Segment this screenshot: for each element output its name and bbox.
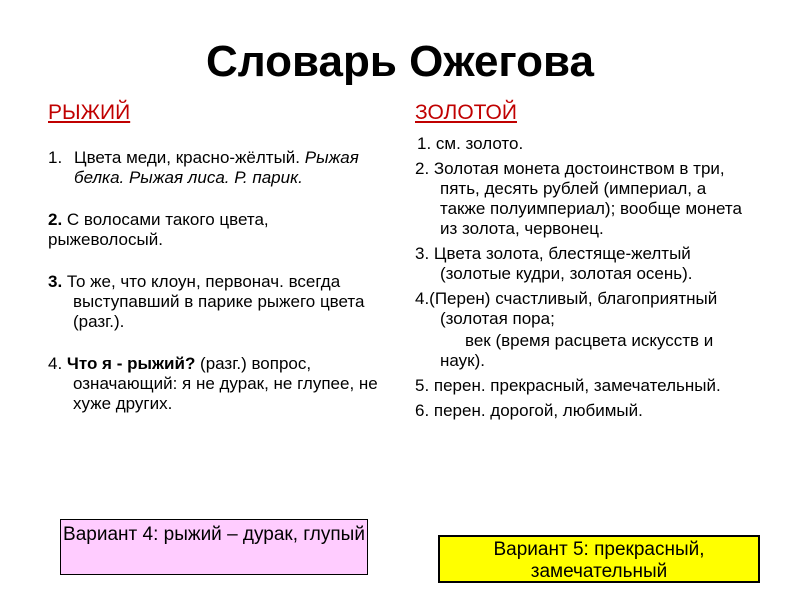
ryzhiy-entry-2: [48, 210, 378, 250]
zolotoy-heading: ЗОЛОТОЙ: [415, 101, 517, 124]
variant-4-box: Вариант 4: рыжий – дурак, глупый: [60, 519, 368, 575]
entry-number: 3.: [48, 272, 63, 291]
zolotoy-entry-4-continued: век (время расцвета искусств и наук).: [440, 331, 714, 370]
ryzhiy-column: [48, 100, 378, 436]
entry-example: Рыжая белка. Рыжая лиса. Р. парик.: [74, 148, 359, 187]
variant-5-box: Вариант 5: прекрасный, замечательный: [438, 535, 760, 583]
zolotoy-entry-2: 2. Золотая монета достоинством в три, пять, десять рублей (империал, а также полуимпериал); вообще монета из золота, червонец.: [415, 159, 742, 238]
ryzhiy-entry-3: [48, 272, 378, 332]
ryzhiy-heading: РЫЖИЙ: [48, 101, 131, 124]
ryzhiy-entry-1: [48, 148, 378, 188]
entry-number: 4.: [48, 354, 67, 373]
entry-bold-phrase: Что я - рыжий?: [66, 354, 196, 373]
entry-number: 2.: [48, 210, 63, 229]
zolotoy-entry-4: 4.(Перен) счастливый, благоприятный (золотая пора;: [415, 289, 718, 328]
ryzhiy-entry-4: [48, 354, 378, 414]
page-title: Словарь Ожегова: [206, 37, 594, 86]
zolotoy-entry-3: 3. Цвета золота, блестяще-желтый (золотые кудри, золотая осень).: [415, 244, 693, 283]
zolotoy-entry-1: 1. см. золото.: [417, 134, 524, 153]
zolotoy-entry-6: 6. перен. дорогой, любимый.: [415, 401, 643, 420]
entry-definition: (разг.) вопрос, означающий: я не дурак, не глупее, не хуже других.: [73, 354, 378, 413]
zolotoy-entry-5: 5. перен. прекрасный, замечательный.: [415, 376, 721, 395]
entry-definition: С волосами такого цвета, рыжеволосый.: [48, 210, 269, 249]
entry-definition: Цвета меди, красно-жёлтый.: [74, 148, 305, 167]
zolotoy-column: [415, 100, 755, 426]
entry-number: 1.: [48, 148, 63, 167]
entry-definition: То же, что клоун, первонач. всегда выступавший в парике рыжего цвета (разг.).: [62, 272, 365, 331]
